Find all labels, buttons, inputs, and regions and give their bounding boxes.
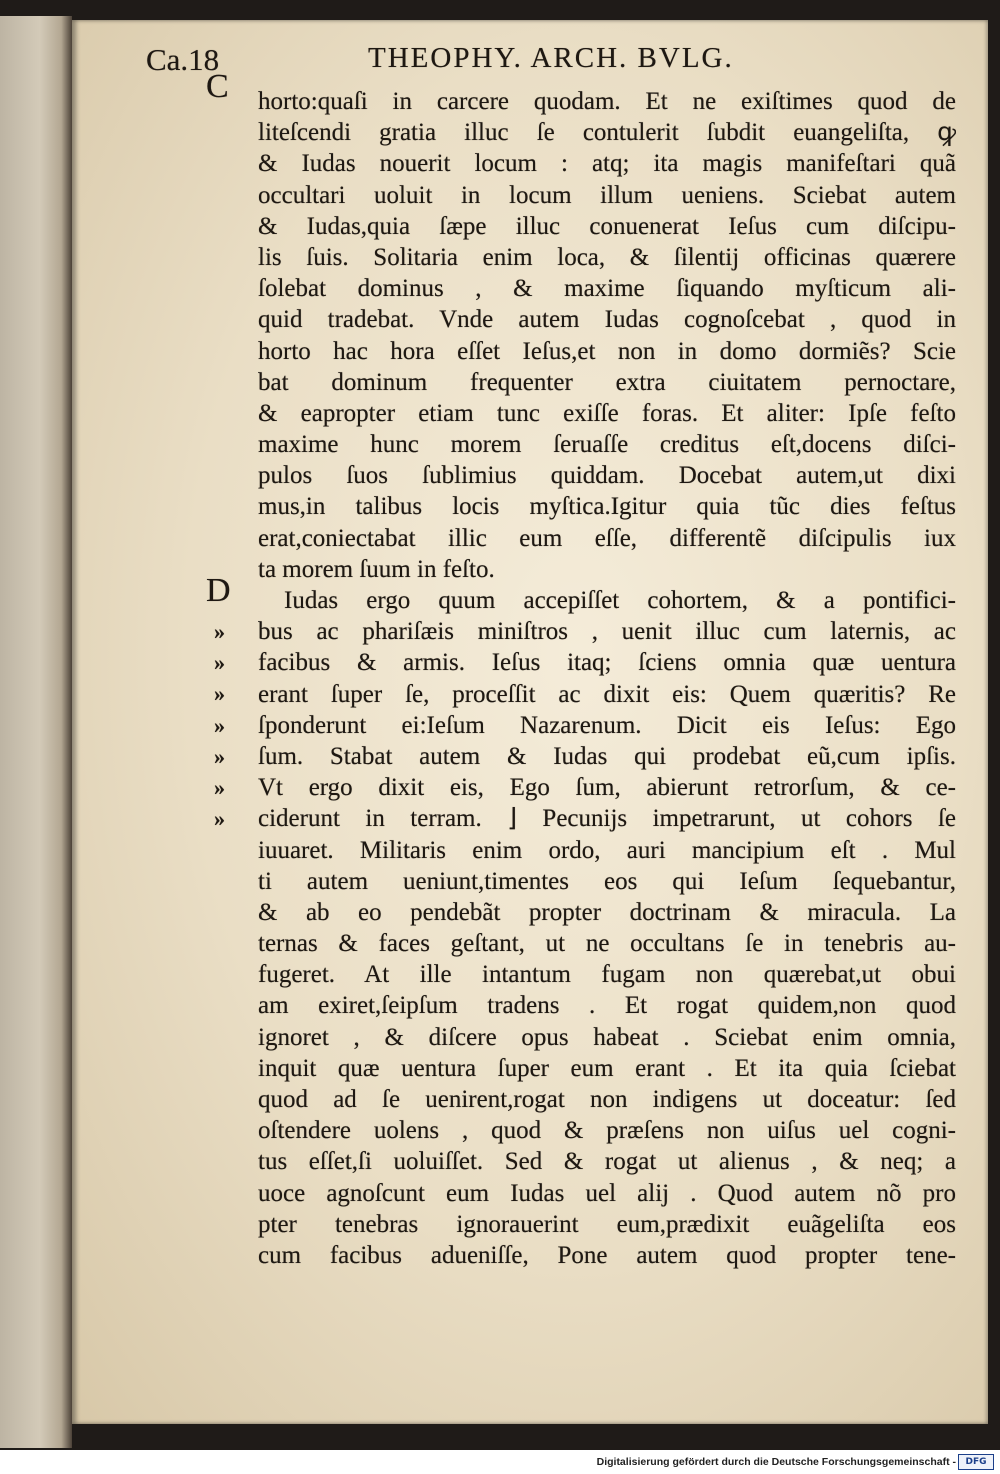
margin-quote-marks [214,616,244,834]
margin-section-letter-c: C [206,68,229,105]
text-line: iuuaret. Militaris enim ordo, auri mancipium eſt . Mul [258,836,956,864]
adjacent-page-edge [0,16,72,1448]
text-line: mus,in talibus locis myſtica.Igitur quia tũc dies feſtus [258,493,956,521]
text-line: liteſcendi gratia illuc ſe contulerit ſubdit euangeliſta, ꝙ [258,119,956,147]
text-line: maxime hunc morem ſeruaſſe creditus eſt,docens diſci- [258,431,956,459]
text-line: lis ſuis. Solitaria enim loca, & ſilentij officinas quærere [258,243,956,271]
text-line: Vt ergo dixit eis, Ego ſum, abierunt retrorſum, & ce- [258,774,956,802]
text-line: quid tradebat. Vnde autem Iudas cognoſcebat , quod in [258,306,956,334]
text-line: & ab eo pendebãt propter doctrinam & miracula. La [258,898,956,926]
dfg-logo: DFG [958,1454,994,1470]
text-line: ti autem ueniunt,timentes eos qui Ieſum ſequebantur, [258,867,956,895]
text-line: uoce agnoſcunt eum Iudas uel alij . Quod autem nõ pro [258,1179,956,1207]
text-line: tus eſſet,ſi uoluiſſet. Sed & rogat ut alienus , & neq; a [258,1148,956,1176]
text-line: pulos ſuos ſublimius quiddam. Docebat autem,ut dixi [258,462,956,490]
text-line: ta morem ſuum in feſto. [258,555,495,583]
digitization-footer [0,1450,1000,1474]
text-line: ſolebat dominus , & maxime ſiquando myſticum ali- [258,275,956,303]
body-text [258,86,956,1271]
text-line: cum facibus adueniſſe, Pone autem quod propter tene- [258,1241,956,1269]
margin-quote-mark: » [214,743,225,769]
margin-quote-mark: » [214,619,225,644]
text-line: ignoret , & diſcere opus habeat . Sciebat enim omnia, [258,1023,956,1051]
text-line: quod ad ſe uenirent,rogat non indigens ut doceatur: ſed [258,1086,956,1113]
text-line: & Iudas,quia ſæpe illuc conuenerat Ieſus cum diſcipu- [258,212,956,240]
text-line: horto:quaſi in carcere quodam. Et ne exiſtimes quod de [258,88,956,115]
text-line: & Iudas nouerit locum : atq; ita magis manifeſtari quã [258,150,956,178]
text-line: horto hac hora eſſet Ieſus,et non in domo dormiẽs? Scie [258,337,956,365]
margin-quote-mark: » [214,712,225,738]
margin-quote-mark: » [214,681,225,707]
text-line: Iudas ergo quum accepiſſet cohortem, & a pontifici- [284,587,956,614]
text-line: erat,coniectabat illic eum eſſe, differentẽ diſcipulis iux [258,524,956,552]
text-line: ſum. Stabat autem & Iudas qui prodebat eũ,cum ipſis. [258,742,956,770]
text-line: pter tenebras ignorauerint eum,prædixit euãgeliſta eos [258,1210,956,1238]
text-line: am exiret,ſeipſum tradens . Et rogat quidem,non quod [258,992,956,1020]
text-line: bat dominum frequenter extra ciuitatem pernoctare, [258,368,956,396]
text-line: facibus & armis. Ieſus itaq; ſciens omnia quæ uentura [258,649,956,677]
text-line: erant ſuper ſe, proceſſit ac dixit eis: Quem quæritis? Re [258,680,956,708]
margin-quote-mark: » [214,650,225,676]
margin-section-letter-d: D [206,572,231,609]
text-line: oſtendere uolens , quod & præſens non uiſus uel cogni- [258,1117,956,1145]
text-line: ciderunt in terram. ⌋ Pecunijs impetrarunt, ut cohors ſe [258,805,956,833]
margin-quote-mark: » [214,806,225,832]
running-head-chapter: Ca.18 [146,42,220,77]
digitization-credit: Digitalisierung gefördert durch die Deutsche Forschungsgemeinschaft - [596,1456,956,1468]
text-line: ternas & faces geſtant, ut ne occultans ſe in tenebris au- [258,930,956,958]
text-line: & eapropter etiam tunc exiſſe foras. Et aliter: Ipſe feſto [258,399,956,427]
text-line: inquit quæ uentura ſuper eum erant . Et ita quia ſciebat [258,1054,956,1082]
text-line: fugeret. At ille intantum fugam non quærebat,ut obui [258,961,956,989]
text-line: bus ac phariſæis miniſtros , uenit illuc cum laternis, ac [258,618,956,646]
margin-quote-mark: » [214,774,225,800]
text-line: ſponderunt ei:Ieſum Nazarenum. Dicit eis Ieſus: Ego [258,711,956,739]
text-line: occultari uoluit in locum illum ueniens. Sciebat autem [258,181,956,209]
running-head-title: THEOPHY. ARCH. BVLG. [368,42,734,74]
